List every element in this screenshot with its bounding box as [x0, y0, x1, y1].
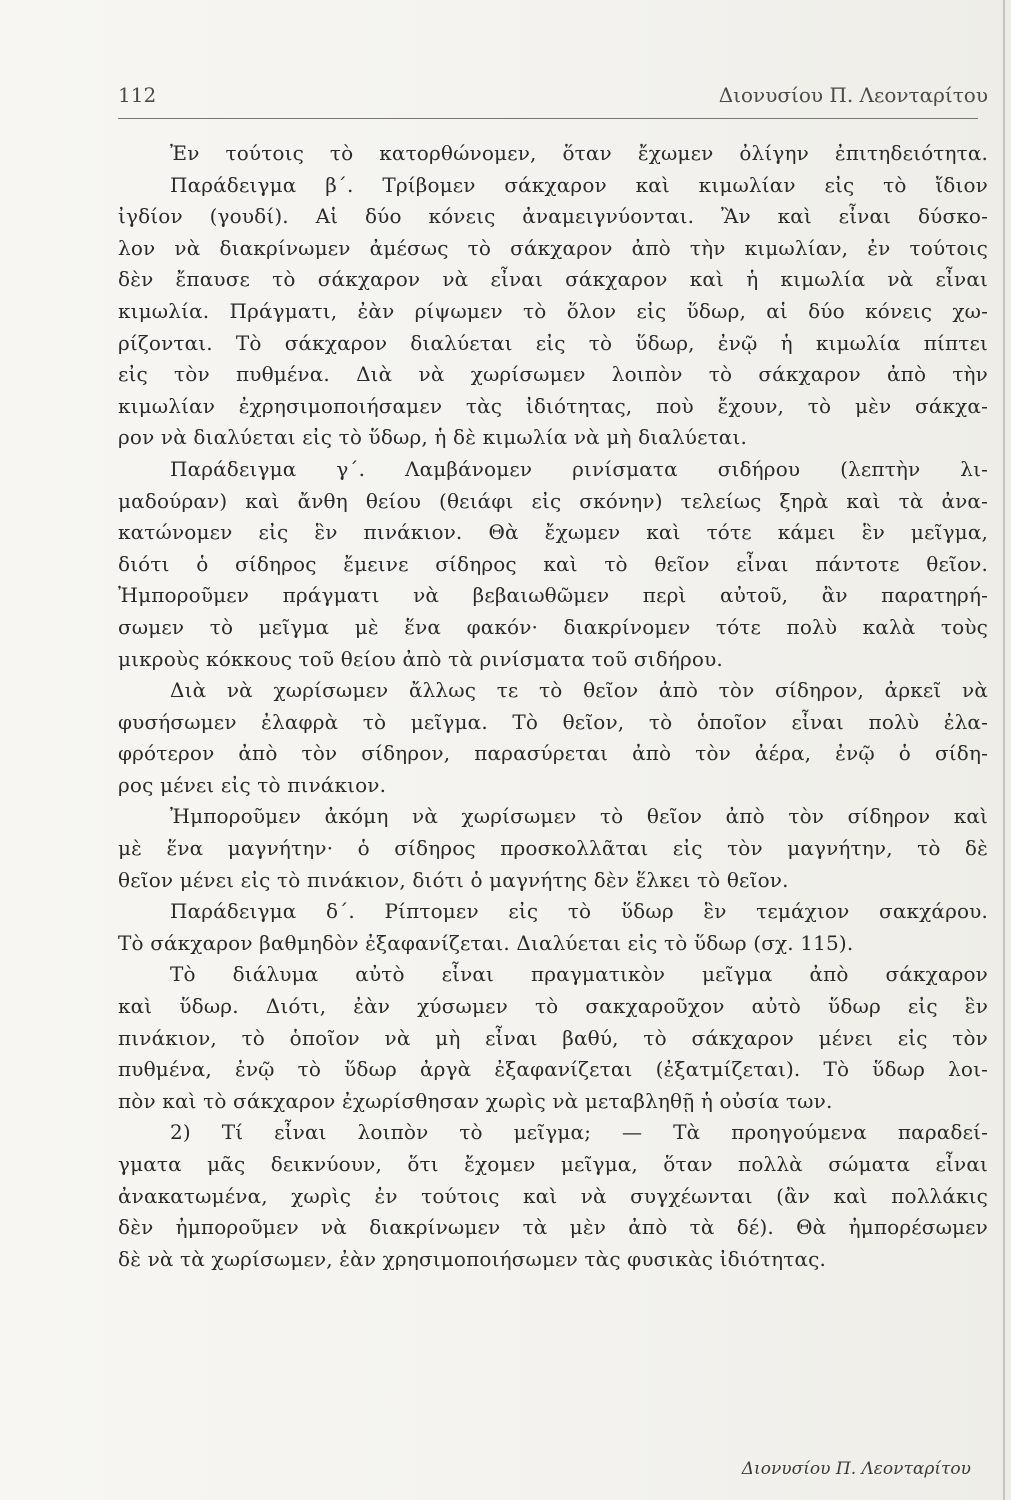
text-line: ρος μένει εἰς τὸ πινάκιον. — [118, 772, 387, 797]
text-line: κιμωλίαν ἐχρησιμοποιήσαμεν τὰς ἰδιότητας, ποὺ ἔχουν, τὸ μὲν σάκχα- — [118, 393, 988, 418]
text-line: κατώνομεν εἰς ἓν πινάκιον. Θὰ ἔχωμεν καὶ τότε κάμει ἓν μεῖγμα, — [118, 520, 988, 545]
text-line: ρίζονται. Τὸ σάκχαρον διαλύεται εἰς τὸ ὕδωρ, ἐνῷ ἡ κιμωλία πίπτει — [118, 330, 988, 355]
text-line: δὲ νὰ τὰ χωρίσωμεν, ἐὰν χρησιμοποιήσωμεν τὰς φυσικὰς ἰδιότητας. — [118, 1246, 827, 1271]
text-line: Τὸ διάλυμα αὐτὸ εἶναι πραγματικὸν μεῖγμα ἀπὸ σάκχαρον — [170, 962, 988, 987]
text-line: Παράδειγμα γ΄. Λαμβάνομεν ρινίσματα σιδήρου (λεπτὴν λι- — [170, 456, 988, 481]
text-line: εἰς τὸν πυθμένα. Διὰ νὰ χωρίσωμεν λοιπὸν τὸ σάκχαρον ἀπὸ τὴν — [118, 362, 988, 387]
body-text — [118, 138, 988, 1275]
text-line: ρον νὰ διαλύεται εἰς τὸ ὕδωρ, ἡ δὲ κιμωλία νὰ μὴ διαλύεται. — [118, 425, 747, 450]
text-line: μικροὺς κόκκους τοῦ θείου ἀπὸ τὰ ρινίσματα τοῦ σιδήρου. — [118, 646, 723, 671]
text-line: πὸν καὶ τὸ σάκχαρον ἐχωρίσθησαν χωρὶς νὰ μεταβληθῇ ἡ οὐσία των. — [118, 1088, 833, 1113]
text-line: διότι ὁ σίδηρος ἔμεινε σίδηρος καὶ τὸ θεῖον εἶναι πάντοτε θεῖον. — [118, 551, 988, 576]
text-line: Τὸ σάκχαρον βαθμηδὸν ἐξαφανίζεται. Διαλύεται εἰς τὸ ὕδωρ (σχ. 115). — [118, 930, 854, 955]
text-line: Ἠμποροῦμεν ἀκόμη νὰ χωρίσωμεν τὸ θεῖον ἀπὸ τὸν σίδηρον καὶ — [170, 804, 988, 829]
text-line: φρότερον ἀπὸ τὸν σίδηρον, παρασύρεται ἀπὸ τὸν ἀέρα, ἐνῷ ὁ σίδη- — [118, 741, 988, 766]
text-line: γματα μᾶς δεικνύουν, ὅτι ἔχομεν μεῖγμα, ὅταν πολλὰ σώματα εἶναι — [118, 1152, 988, 1176]
header-rule — [118, 118, 978, 119]
footer-signature: Διονυσίου Π. Λεονταρίτου — [741, 1459, 971, 1479]
text-line: λον νὰ διακρίνωμεν ἀμέσως τὸ σάκχαρον ἀπὸ τὴν κιμωλίαν, ἐν τούτοις — [118, 235, 988, 260]
text-line: καὶ ὕδωρ. Διότι, ἐὰν χύσωμεν τὸ σακχαροῦχον αὐτὸ ὕδωρ εἰς ἓν — [118, 994, 988, 1019]
text-line: μὲ ἕνα μαγνήτην· ὁ σίδηρος προσκολλᾶται εἰς τὸν μαγνήτην, τὸ δὲ — [118, 836, 988, 861]
text-line: ἰγδίον (γουδί). Αἱ δύο κόνεις ἀναμειγνύονται. Ἂν καὶ εἶναι δύσκο- — [118, 204, 988, 229]
text-line: σωμεν τὸ μεῖγμα μὲ ἕνα φακόν· διακρίνομεν τότε πολὺ καλὰ τοὺς — [118, 614, 988, 639]
text-line: μαδούραν) καὶ ἄνθη θείου (θειάφι εἰς σκόνην) τελείως ξηρὰ καὶ τὰ ἀνα- — [118, 488, 988, 513]
text-line: Ἠμποροῦμεν πράγματι νὰ βεβαιωθῶμεν περὶ αὐτοῦ, ἂν παρατηρή- — [118, 583, 988, 608]
text-line: Ἐν τούτοις τὸ κατορθώνομεν, ὅταν ἔχωμεν ὀλίγην ἐπιτηδειότητα. — [170, 141, 988, 165]
text-line: πυθμένα, ἐνῷ τὸ ὕδωρ ἀργὰ ἐξαφανίζεται (ἐξατμίζεται). Τὸ ὕδωρ λοι- — [118, 1057, 988, 1082]
text-line: δὲν ἔπαυσε τὸ σάκχαρον νὰ εἶναι σάκχαρον καὶ ἡ κιμωλία νὰ εἶναι — [118, 267, 988, 292]
text-line: κιμωλία. Πράγματι, ἐὰν ρίψωμεν τὸ ὅλον εἰς ὕδωρ, αἱ δύο κόνεις χω- — [118, 298, 988, 323]
text-line: Παράδειγμα β΄. Τρίβομεν σάκχαρον καὶ κιμωλίαν εἰς τὸ ἴδιον — [170, 172, 988, 197]
text-line: 2) Τί εἶναι λοιπὸν τὸ μεῖγμα; — Τὰ προηγούμενα παραδεί- — [170, 1120, 988, 1145]
text-line: Διὰ νὰ χωρίσωμεν ἄλλως τε τὸ θεῖον ἀπὸ τὸν σίδηρον, ἀρκεῖ νὰ — [170, 678, 988, 703]
text-line: θεῖον μένει εἰς τὸ πινάκιον, διότι ὁ μαγνήτης δὲν ἕλκει τὸ θεῖον. — [118, 867, 789, 892]
running-title: Διονυσίου Π. Λεονταρίτου — [718, 83, 988, 107]
page-edge — [1003, 0, 1005, 1500]
text-line: φυσήσωμεν ἐλαφρὰ τὸ μεῖγμα. Τὸ θεῖον, τὸ ὁποῖον εἶναι πολὺ ἐλα- — [118, 709, 988, 734]
text-line: δὲν ἠμποροῦμεν νὰ διακρίνωμεν τὰ μὲν ἀπὸ τὰ δέ). Θὰ ἠμπορέσωμεν — [118, 1215, 988, 1240]
page-number: 112 — [118, 83, 157, 107]
text-line: ἀνακατωμένα, χωρὶς ἐν τούτοις καὶ νὰ συγχέωνται (ἂν καὶ πολλάκις — [118, 1183, 988, 1208]
text-line: Παράδειγμα δ΄. Ρίπτομεν εἰς τὸ ὕδωρ ἓν τεμάχιον σακχάρου. — [170, 899, 988, 924]
text-line: πινάκιον, τὸ ὁποῖον νὰ μὴ εἶναι βαθύ, τὸ σάκχαρον μένει εἰς τὸν — [118, 1025, 988, 1050]
